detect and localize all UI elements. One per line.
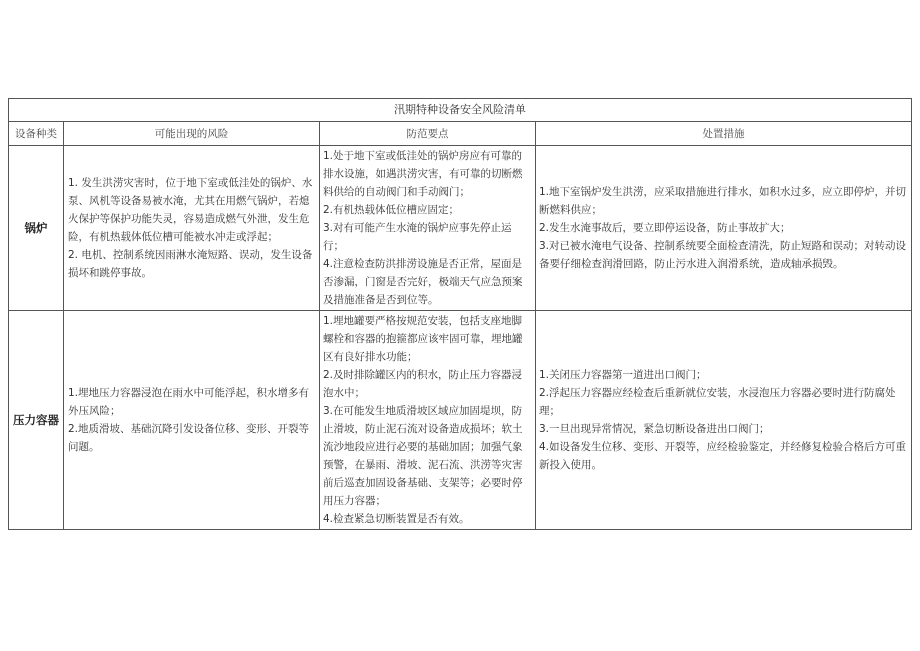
list-item: 4.如设备发生位移、变形、开裂等，应经检验鉴定，并经修复检验合格后方可重新投入使用。: [539, 441, 907, 471]
list-item: 1. 发生洪涝灾害时，位于地下室或低洼处的锅炉、水泵、风机等设备易被水淹，尤其在用燃气锅炉，若熄火保护等保护功能失灵，容易造成燃气外泄，发生危险，有机热载体低位槽可能被水冲走或浮起；: [68, 177, 313, 243]
header-possible-risks: 可能出现的风险: [64, 122, 320, 146]
list-item: 1.关闭压力容器第一道进出口阀门；: [539, 369, 707, 381]
prevention-cell-boiler: [320, 146, 536, 311]
equipment-type-boiler: 锅炉: [9, 146, 64, 311]
header-row: [9, 122, 912, 146]
header-response-measures: 处置措施: [536, 122, 912, 146]
response-cell-pressure-vessel: [536, 311, 912, 530]
list-item: 2.发生水淹事故后，要立即停运设备，防止事故扩大；: [539, 222, 791, 234]
list-item: 4.检查紧急切断装置是否有效。: [323, 513, 470, 525]
prevention-cell-pressure-vessel: [320, 311, 536, 530]
list-item: 1.处于地下室或低洼处的锅炉房应有可靠的排水设施，如遇洪涝灾害，有可靠的切断燃料供给的自动阀门和手动阀门；: [323, 150, 523, 198]
list-item: 2.地质滑坡、基础沉降引发设备位移、变形、开裂等问题。: [68, 423, 310, 453]
header-equipment-type: 设备种类: [9, 122, 64, 146]
list-item: 3.在可能发生地质滑坡区域应加固堤坝，防止滑坡，防止泥石流对设备造成损坏；软土流沙地段应进行必要的基础加固；加强气象预警，在暴雨、滑坡、泥石流、洪涝等灾害前后巡查加固设备基础、支架等；必要时停用压力容器；: [323, 405, 523, 507]
list-item: 3.对已被水淹电气设备、控制系统要全面检查清洗，防止短路和误动；对转动设备要仔细检查润滑回路，防止污水进入润滑系统，造成轴承损毁。: [539, 240, 907, 270]
table-row-pressure-vessel: [9, 311, 912, 530]
list-item: 2.浮起压力容器应经检查后重新就位安装，水浸泡压力容器必要时进行防腐处理；: [539, 387, 896, 417]
list-item: 1.埋地罐要严格按规范安装，包括支座地脚螺栓和容器的抱箍都应该牢固可靠，埋地罐区有良好排水功能；: [323, 315, 523, 363]
risk-list-table: [8, 98, 912, 530]
title-row: [9, 99, 912, 122]
risks-cell-pressure-vessel: [64, 311, 320, 530]
list-item: 1.埋地压力容器浸泡在雨水中可能浮起，积水增多有外压风险；: [68, 387, 310, 417]
list-item: 2.及时排除罐区内的积水，防止压力容器浸泡水中；: [323, 369, 523, 399]
equipment-type-pressure-vessel: 压力容器: [9, 311, 64, 530]
header-prevention-points: 防范要点: [320, 122, 536, 146]
table-title: 汛期特种设备安全风险清单: [9, 99, 912, 122]
table-row-boiler: [9, 146, 912, 311]
list-item: 1.地下室锅炉发生洪涝，应采取措施进行排水，如积水过多，应立即停炉，并切断燃料供应；: [539, 186, 907, 216]
list-item: 2. 电机、控制系统因雨淋水淹短路、误动，发生设备损坏和跳停事故。: [68, 249, 313, 279]
list-item: 4.注意检查防洪排涝设施是否正常，屋面是否渗漏，门窗是否完好，极端天气应急预案及措施准备是否到位等。: [323, 258, 523, 306]
list-item: 3.对有可能产生水淹的锅炉应事先停止运行；: [323, 222, 512, 252]
risks-cell-boiler: [64, 146, 320, 311]
list-item: 2.有机热载体低位槽应固定；: [323, 204, 460, 216]
list-item: 3.一旦出现异常情况，紧急切断设备进出口阀门；: [539, 423, 770, 435]
response-cell-boiler: [536, 146, 912, 311]
